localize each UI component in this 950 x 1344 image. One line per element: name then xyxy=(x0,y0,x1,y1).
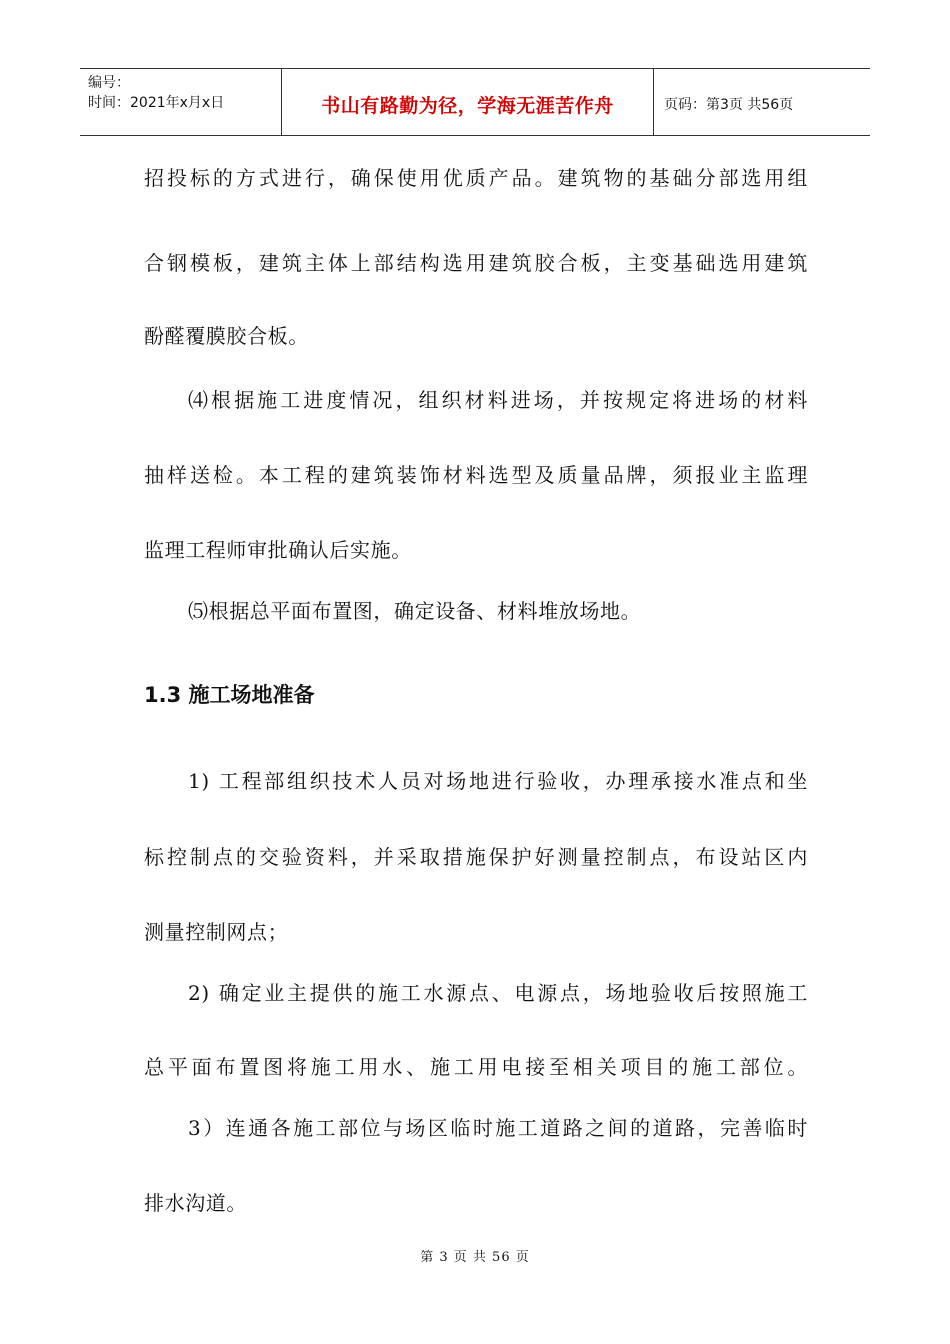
document-number-label: 编号： xyxy=(88,75,130,91)
section-line: 测量控制网点； xyxy=(144,920,289,944)
section-line: 2) 确定业主提供的施工水源点、电源点，场地验收后按照施工 xyxy=(188,981,808,1005)
header-page-info: 页码：第3页 共56页 xyxy=(664,97,794,113)
section-heading: 1.3 施工场地准备 xyxy=(144,683,315,707)
paragraph-line: ⑷根据施工进度情况，组织材料进场，并按规定将进场的材料 xyxy=(188,388,808,412)
header-motto: 书山有路勤为径，学海无涯苦作舟 xyxy=(282,69,654,135)
section-line: 标控制点的交验资料，并采取措施保护好测量控制点，布设站区内 xyxy=(144,845,808,869)
header-meta xyxy=(80,69,282,135)
page-header xyxy=(80,68,870,136)
page-footer: 第 3 页 共 56 页 xyxy=(420,1250,530,1265)
paragraph-line: 招投标的方式进行，确保使用优质产品。建筑物的基础分部选用组 xyxy=(144,166,808,190)
paragraph-line: 抽样送检。本工程的建筑装饰材料选型及质量品牌，须报业主监理 xyxy=(144,463,808,487)
section-line: 1) 工程部组织技术人员对场地进行验收，办理承接水准点和坐 xyxy=(188,769,808,793)
section-line: 3）连通各施工部位与场区临时施工道路之间的道路，完善临时 xyxy=(188,1116,808,1140)
paragraph-line: 酚醛覆膜胶合板。 xyxy=(144,324,309,348)
paragraph-line: 监理工程师审批确认后实施。 xyxy=(144,538,412,562)
section-line: 总平面布置图将施工用水、施工用电接至相关项目的施工部位。 xyxy=(144,1055,808,1079)
section-line: 排水沟道。 xyxy=(144,1191,247,1215)
document-time-label: 时间：2021年x月x日 xyxy=(88,95,225,111)
paragraph-line: 合钢模板，建筑主体上部结构选用建筑胶合板，主变基础选用建筑 xyxy=(144,251,808,275)
paragraph-line: ⑸根据总平面布置图，确定设备、材料堆放场地。 xyxy=(188,599,642,623)
